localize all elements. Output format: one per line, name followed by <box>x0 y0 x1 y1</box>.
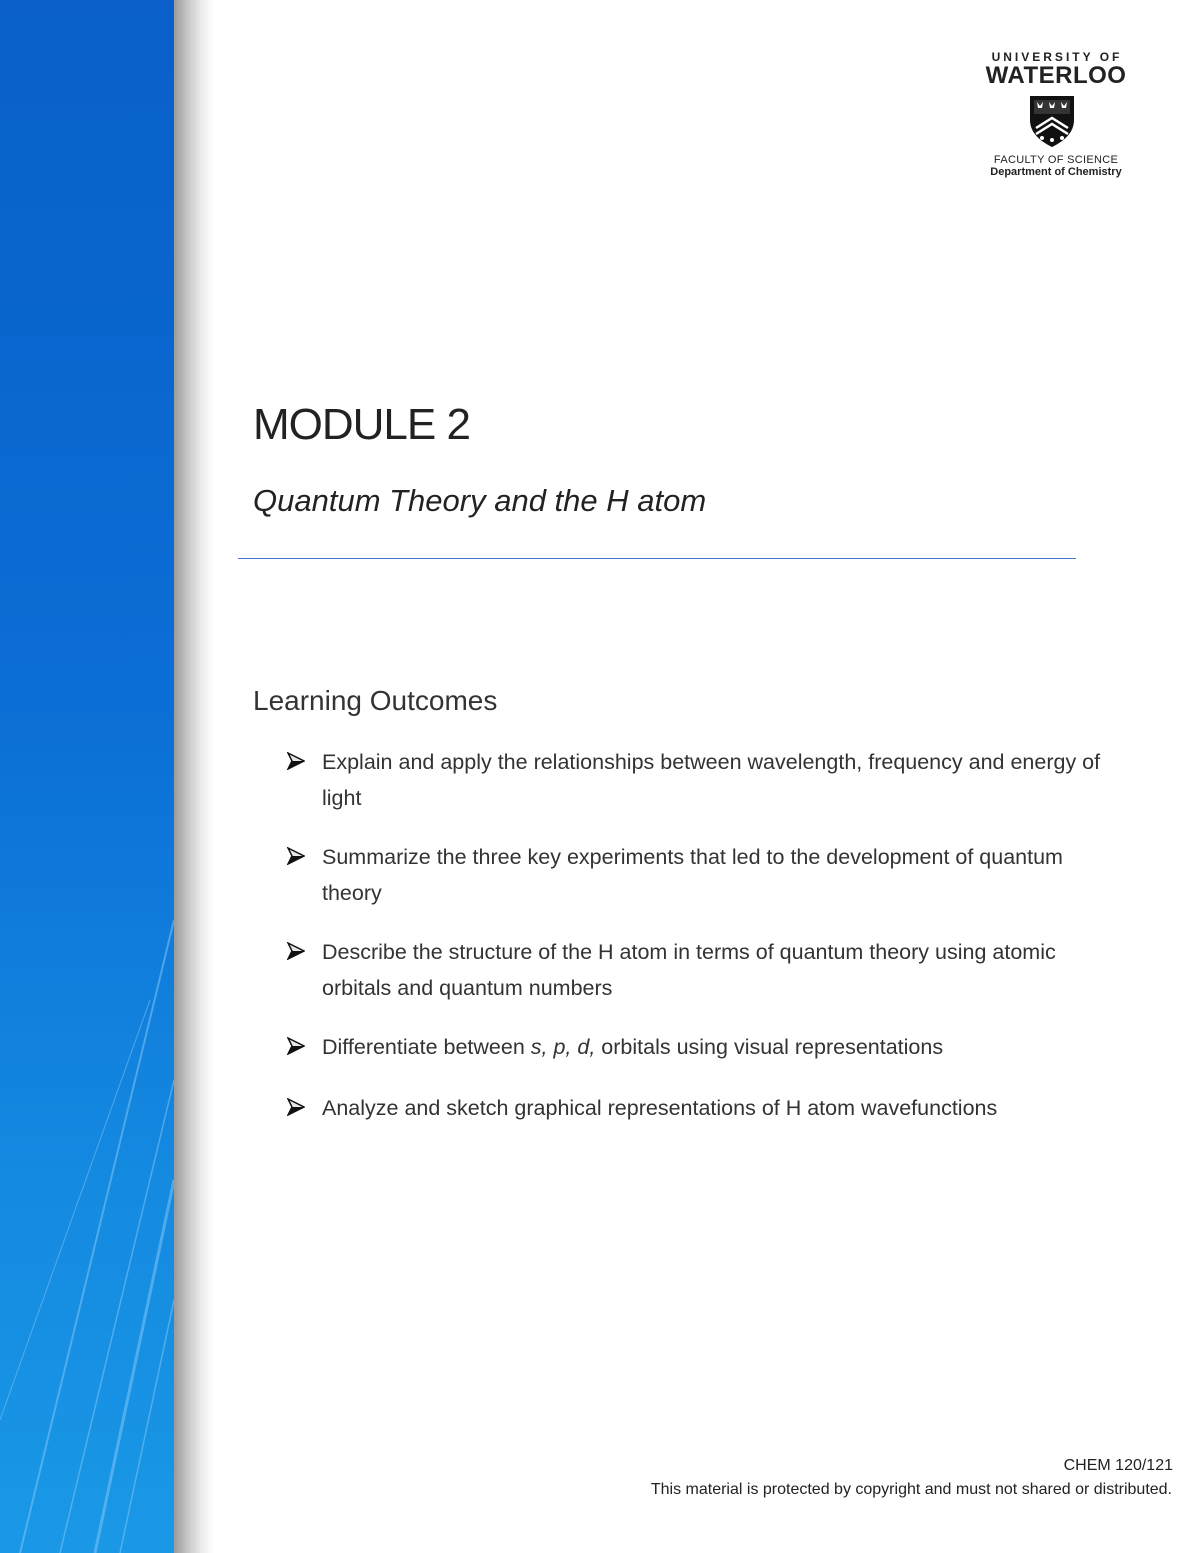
list-item <box>287 934 1117 1006</box>
sidebar-light-streaks <box>0 0 174 1553</box>
outcome-text: Analyze and sketch graphical representations of H atom wavefunctions <box>322 1096 998 1120</box>
arrow-bullet-icon <box>287 942 305 960</box>
list-item <box>287 744 1117 816</box>
university-logo <box>960 50 1140 178</box>
outcome-text-post: orbitals using visual representations <box>595 1035 944 1059</box>
title-divider <box>238 558 1076 559</box>
outcome-text: Summarize the three key experiments that led to the development of quantum theory <box>322 845 1063 905</box>
outcome-text: Describe the structure of the H atom in terms of quantum theory using atomic orbitals and quantum numbers <box>322 940 1056 1000</box>
sidebar-shadow <box>174 0 214 1553</box>
logo-university-of: UNIVERSITY OF <box>991 50 1123 64</box>
outcome-text-italic: s, p, d, <box>530 1035 596 1059</box>
learning-outcomes-list <box>287 744 1117 1126</box>
arrow-bullet-icon <box>287 1037 305 1055</box>
waterloo-crest-icon <box>1028 94 1076 148</box>
module-title: MODULE 2 <box>253 400 470 449</box>
list-item <box>287 839 1117 911</box>
blue-sidebar-decoration <box>0 0 174 1553</box>
arrow-bullet-icon <box>287 847 305 865</box>
footer-copyright: This material is protected by copyright and must not shared or distributed. <box>650 1481 1172 1498</box>
logo-faculty: FACULTY OF SCIENCE <box>993 154 1119 166</box>
arrow-bullet-icon <box>287 752 305 770</box>
list-item <box>287 1029 1117 1065</box>
outcome-text-pre: Differentiate between <box>322 1035 531 1059</box>
logo-waterloo: WATERLOO <box>985 62 1127 89</box>
footer-course-code: CHEM 120/121 <box>1063 1457 1173 1474</box>
list-item <box>287 1090 1117 1126</box>
arrow-bullet-icon <box>287 1098 305 1116</box>
learning-outcomes-heading: Learning Outcomes <box>253 685 498 716</box>
module-subtitle: Quantum Theory and the H atom <box>253 483 707 518</box>
logo-department: Department of Chemistry <box>990 166 1122 178</box>
outcome-text: Explain and apply the relationships between wavelength, frequency and energy of light <box>322 750 1101 810</box>
